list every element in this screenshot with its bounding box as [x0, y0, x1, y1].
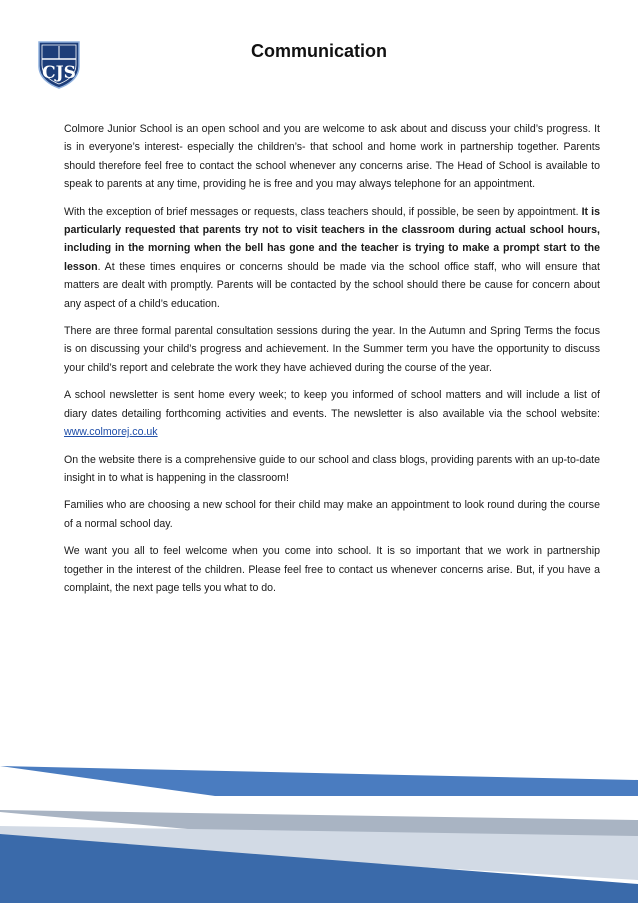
paragraph-open-school: Colmore Junior School is an open school and you are welcome to ask about and discuss your child’s progress. It is in everyone’s interest- especially the children’s- that school and home work in partnership together. Parents should therefore feel free to contact the school whenever any concerns arise. The Head of School is available to speak to parents at any time, providing he is free and you may always telephone for an appointment. — [64, 123, 600, 191]
paragraph-consultations: There are three formal parental consultation sessions during the year. In the Autumn and Spring Terms the focus is on discussing your child’s progress and achievement. In the Summer term you have the opportunity to discuss your child’s report and celebrate the work they have achieved during the course of the year. — [64, 325, 600, 374]
appointments-text-end: . At these times enquires or concerns should be made via the school office staff, who will ensure that matters are dealt with promptly. Parents will be contacted by the school should there be cause for concern about any aspect of a child’s education. — [64, 260, 600, 310]
paragraph-appointments — [64, 203, 600, 313]
page-title: Communication — [250, 41, 387, 61]
paragraph-visits: Families who are choosing a new school for their child may make an appointment to look round during the course of a normal school day. — [64, 499, 600, 530]
crest-letters: CJS — [42, 63, 76, 83]
paragraph-website: On the website there is a comprehensive guide to our school and class blogs, providing parents with an up-to-date insight in to what is happening in the classroom! — [64, 453, 600, 484]
paragraph-newsletter — [64, 386, 600, 441]
footer-blue-band-top — [0, 766, 638, 796]
body-text — [64, 120, 600, 606]
appointments-bold-text: It is particularly requested that parents try not to visit teachers in the classroom during actual school hours, including in the morning when the bell has gone and the teacher is trying to make a prompt start to the lesson — [64, 205, 600, 273]
appointments-text-start: With the exception of brief messages or requests, class teachers should, if possible, be seen by appointment. — [64, 205, 582, 218]
paragraph-welcome: We want you all to feel welcome when you come into school. It is so important that we work in partnership together in the interest of the children. Please feel free to contact us whenever concerns arise. But, if you have a complaint, the next page tells you what to do. — [64, 545, 600, 594]
school-website-link[interactable]: www.colmorej.co.uk — [64, 426, 158, 439]
newsletter-text: A school newsletter is sent home every week; to keep you informed of school matters and will include a list of diary dates detailing forthcoming activities and events. The newsletter is also available via the school website: — [64, 389, 600, 420]
footer-decoration — [0, 766, 638, 903]
